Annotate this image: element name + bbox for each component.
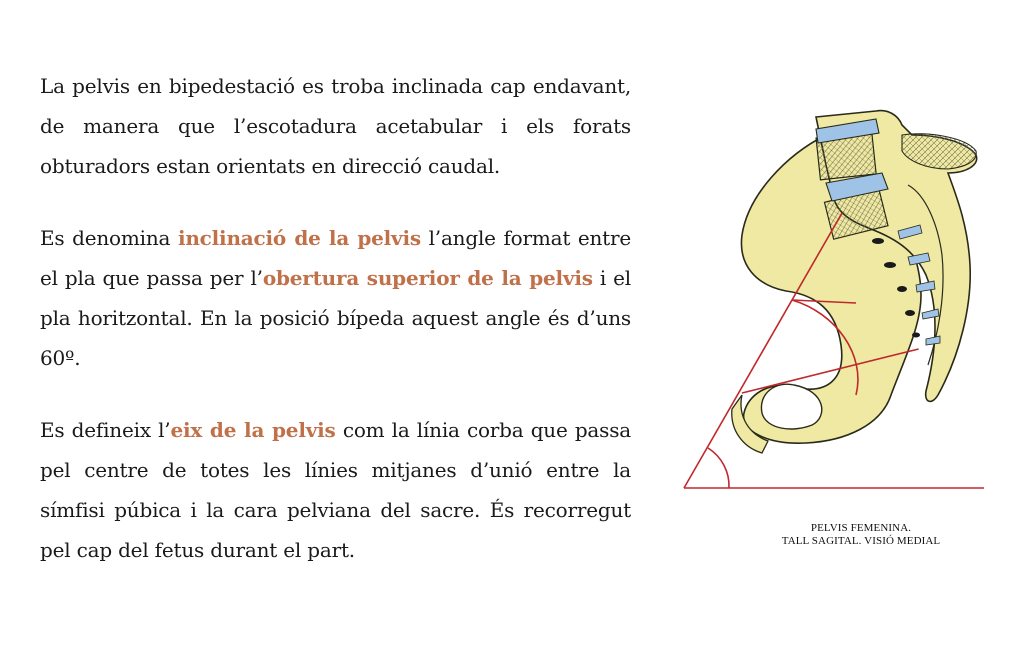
term-pelvis-inclination: inclinació de la pelvis: [177, 226, 421, 250]
p2-text-b: l’angle format entre el pla que passa per l’: [40, 226, 632, 290]
p2-text-a: Es denomina: [40, 226, 178, 250]
figure-caption: [726, 522, 996, 548]
p3-text-a: Es defineix l’: [40, 418, 171, 442]
text-column: [40, 66, 631, 602]
p2-text-c: i el pla horitzontal. En la posició bípeda aquest angle és d’uns 60º.: [40, 266, 631, 370]
p1-text: La pelvis en bipedestació es troba inclinada cap endavant, de manera que l’escotadura acetabular i els forats obturadors estan orientats en direcció caudal.: [40, 74, 631, 178]
pelvis-drawing: [676, 95, 994, 515]
paragraph-1: [40, 66, 631, 186]
pelvis-illustration: [676, 95, 994, 515]
caption-line-1: PELVIS FEMENINA.: [810, 522, 912, 534]
p3-text-b: com la línia corba que passa pel centre de totes les línies mitjanes d’unió entre la símfisi púbica i la cara pelviana del sacre. És recorregut pel cap del fetus durant el part.: [40, 418, 631, 562]
term-pelvic-axis: eix de la pelvis: [170, 418, 336, 442]
paragraph-2: [40, 218, 631, 378]
paragraph-3: [40, 410, 631, 570]
caption-line-2: TALL SAGITAL. VISIÓ MEDIAL: [781, 535, 941, 547]
angle-arc: [708, 448, 729, 488]
term-pelvic-inlet: obertura superior de la pelvis: [262, 266, 593, 290]
